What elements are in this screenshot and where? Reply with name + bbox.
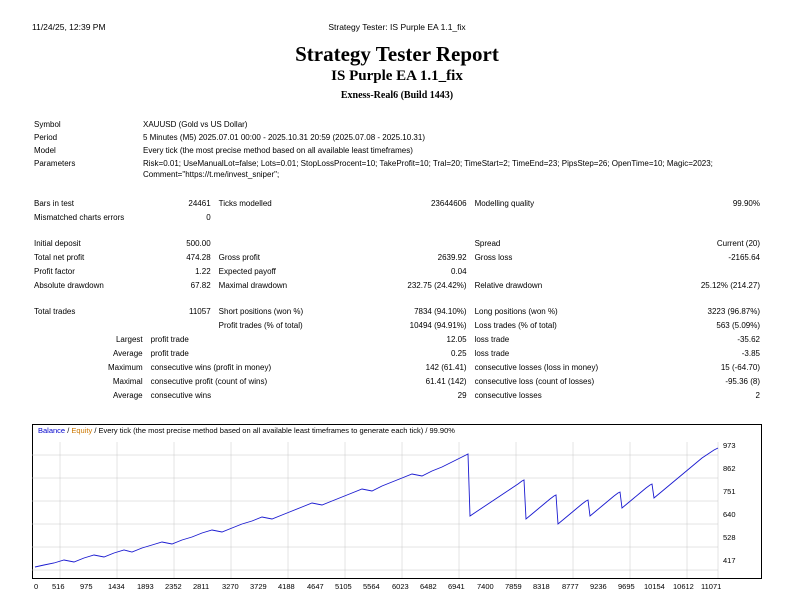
- chart-gridlines: [32, 442, 718, 578]
- bars-in-test-label: Bars in test: [34, 198, 75, 208]
- legend-balance: Balance: [38, 426, 66, 435]
- gross-loss-label: Gross loss: [474, 252, 513, 262]
- x-tick-20: 9236: [590, 582, 607, 591]
- x-tick-3: 1434: [108, 582, 125, 591]
- profit-factor-label: Profit factor: [34, 266, 75, 276]
- report-title: Strategy Tester Report: [295, 42, 499, 66]
- y-tick-2: 751: [723, 487, 736, 496]
- table-row: [32, 118, 762, 131]
- parameters-value: Risk=0.01; UseManualLot=false; Lots=0.01; StopLossProcent=10; TakeProfit=10; Tral=20; TimeStart=2; TimeEnd=23; PipsStep=26; OpenTime=10; Magic=2023; Comment="https://t.me/invest_sniper";: [143, 159, 713, 179]
- period-label: Period: [34, 133, 58, 142]
- profit-trades-value: 10494 (94.91%): [409, 320, 467, 330]
- legend-sep-2: /: [92, 426, 99, 435]
- largest-profit-value: 12.05: [446, 334, 467, 344]
- ticks-modelled-label: Ticks modelled: [218, 198, 272, 208]
- x-tick-19: 8777: [562, 582, 579, 591]
- largest-profit-label: profit trade: [150, 334, 189, 344]
- relative-drawdown-value: 25.12% (214.27): [700, 280, 760, 290]
- stats-table: [32, 196, 762, 402]
- avg-cons-losses-label: consecutive losses: [474, 390, 542, 400]
- x-tick-13: 6023: [392, 582, 409, 591]
- gross-profit-value: 2639.92: [437, 252, 467, 262]
- relative-drawdown-label: Relative drawdown: [474, 280, 543, 290]
- x-tick-16: 7400: [477, 582, 494, 591]
- average-profit-label: profit trade: [150, 348, 189, 358]
- ticks-modelled-value: 23644606: [430, 198, 467, 208]
- x-tick-1: 516: [52, 582, 65, 591]
- x-tick-6: 2811: [193, 582, 210, 591]
- mismatched-label: Mismatched charts errors: [34, 212, 125, 222]
- average-profit-value: 0.25: [450, 348, 467, 358]
- total-net-profit-label: Total net profit: [34, 252, 85, 262]
- table-row: [32, 318, 762, 332]
- x-tick-4: 1893: [137, 582, 154, 591]
- x-tick-17: 7859: [505, 582, 522, 591]
- x-tick-2: 975: [80, 582, 93, 591]
- gross-loss-value: -2165.64: [728, 252, 760, 262]
- short-positions-label: Short positions (won %): [218, 306, 304, 316]
- max-cons-wins-label: consecutive wins (profit in money): [150, 362, 272, 372]
- y-tick-4: 528: [723, 533, 736, 542]
- table-row: [32, 144, 762, 157]
- spacer-row: [32, 224, 762, 236]
- short-positions-value: 7834 (94.10%): [414, 306, 467, 316]
- gross-profit-label: Gross profit: [218, 252, 260, 262]
- max-cons-losses-value: 15 (-64.70): [720, 362, 760, 372]
- x-tick-7: 3270: [222, 582, 239, 591]
- average-label: Average: [112, 348, 143, 358]
- average-loss-label: loss trade: [474, 348, 510, 358]
- maximum-label: Maximum: [107, 362, 143, 372]
- y-tick-3: 640: [723, 510, 736, 519]
- x-tick-11: 5105: [335, 582, 352, 591]
- absolute-drawdown-value: 67.82: [190, 280, 211, 290]
- maximal-cons-loss-value: -95.36 (8): [725, 376, 760, 386]
- x-tick-21: 9695: [618, 582, 635, 591]
- x-tick-24: 11071: [701, 582, 722, 591]
- chart-legend: [36, 426, 457, 435]
- legend-equity: Equity: [71, 426, 93, 435]
- table-row: [32, 374, 762, 388]
- x-tick-15: 6941: [448, 582, 465, 591]
- avg-cons-wins-value: 29: [457, 390, 467, 400]
- table-row: [32, 210, 762, 224]
- chart-x-axis: [32, 582, 762, 594]
- initial-deposit-value: 500.00: [186, 238, 211, 248]
- table-row: [32, 131, 762, 144]
- maximal-cons-loss-label: consecutive loss (count of losses): [474, 376, 595, 386]
- average-loss-value: -3.85: [741, 348, 760, 358]
- parameters-label: Parameters: [34, 159, 76, 168]
- x-tick-12: 5564: [363, 582, 380, 591]
- table-row: [32, 250, 762, 264]
- x-tick-8: 3729: [250, 582, 267, 591]
- x-tick-5: 2352: [165, 582, 182, 591]
- page-header: [0, 22, 794, 34]
- initial-deposit-label: Initial deposit: [34, 238, 81, 248]
- average2-label: Average: [112, 390, 143, 400]
- expected-payoff-value: 0.04: [450, 266, 467, 276]
- x-tick-23: 10612: [673, 582, 694, 591]
- table-row: [32, 236, 762, 250]
- report-broker: Exness-Real6 (Build 1443): [340, 90, 454, 101]
- maximal-drawdown-value: 232.75 (24.42%): [407, 280, 467, 290]
- table-row: [32, 346, 762, 360]
- avg-cons-losses-value: 2: [755, 390, 760, 400]
- table-row: [32, 264, 762, 278]
- table-row: [32, 332, 762, 346]
- y-tick-1: 862: [723, 464, 736, 473]
- table-row: [32, 360, 762, 374]
- legend-sep-1: /: [65, 426, 72, 435]
- absolute-drawdown-label: Absolute drawdown: [34, 280, 104, 290]
- model-value: Every tick (the most precise method based on all available least timeframes): [143, 146, 413, 155]
- x-tick-14: 6482: [420, 582, 437, 591]
- long-positions-value: 3223 (96.87%): [707, 306, 760, 316]
- header-window-title: Strategy Tester: IS Purple EA 1.1_fix: [328, 22, 466, 32]
- period-value: 5 Minutes (M5) 2025.07.01 00:00 - 2025.10.31 20:59 (2025.07.08 - 2025.10.31): [143, 133, 425, 142]
- x-tick-10: 4647: [307, 582, 324, 591]
- table-row: [32, 157, 762, 181]
- largest-label: Largest: [115, 334, 143, 344]
- long-positions-label: Long positions (won %): [474, 306, 558, 316]
- balance-line: [35, 448, 718, 567]
- total-trades-value: 11057: [189, 306, 211, 316]
- modelling-quality-value: 99.90%: [732, 198, 760, 208]
- max-cons-wins-value: 142 (61.41): [425, 362, 467, 372]
- y-tick-5: 417: [723, 556, 736, 565]
- maximal-label: Maximal: [112, 376, 143, 386]
- spread-label: Spread: [474, 238, 501, 248]
- profit-trades-label: Profit trades (% of total): [218, 320, 303, 330]
- maximal-cons-profit-value: 61.41 (142): [425, 376, 467, 386]
- spacer-row: [32, 292, 762, 304]
- x-tick-9: 4188: [278, 582, 295, 591]
- table-row: [32, 388, 762, 402]
- total-net-profit-value: 474.28: [186, 252, 211, 262]
- chart-plot: [32, 424, 762, 579]
- bars-in-test-value: 24461: [188, 198, 211, 208]
- total-trades-label: Total trades: [34, 306, 76, 316]
- maximal-cons-profit-label: consecutive profit (count of wins): [150, 376, 268, 386]
- spread-value: Current (20): [716, 238, 760, 248]
- x-tick-0: 0: [34, 582, 39, 591]
- largest-loss-value: -35.62: [737, 334, 760, 344]
- table-row: [32, 278, 762, 292]
- header-datetime: 11/24/25, 12:39 PM: [32, 22, 106, 32]
- y-tick-0: 973: [723, 441, 736, 450]
- largest-loss-label: loss trade: [474, 334, 510, 344]
- info-table: [32, 118, 762, 181]
- report-ea-name: IS Purple EA 1.1_fix: [331, 68, 463, 84]
- loss-trades-value: 563 (5.09%): [716, 320, 760, 330]
- x-tick-22: 10154: [644, 582, 665, 591]
- expected-payoff-label: Expected payoff: [218, 266, 276, 276]
- symbol-label: Symbol: [34, 120, 61, 129]
- profit-factor-value: 1.22: [195, 266, 211, 276]
- model-label: Model: [34, 146, 56, 155]
- legend-model-text: Every tick (the most precise method based on all available least timeframes to generate each tick) / 99.90%: [98, 426, 455, 435]
- table-row: [32, 196, 762, 210]
- symbol-value: XAUUSD (Gold vs US Dollar): [143, 120, 248, 129]
- modelling-quality-label: Modelling quality: [474, 198, 535, 208]
- maximal-drawdown-label: Maximal drawdown: [218, 280, 288, 290]
- avg-cons-wins-label: consecutive wins: [150, 390, 212, 400]
- max-cons-losses-label: consecutive losses (loss in money): [474, 362, 599, 372]
- table-row: [32, 304, 762, 318]
- mismatched-value: 0: [206, 212, 211, 222]
- loss-trades-label: Loss trades (% of total): [474, 320, 557, 330]
- x-tick-18: 8318: [533, 582, 550, 591]
